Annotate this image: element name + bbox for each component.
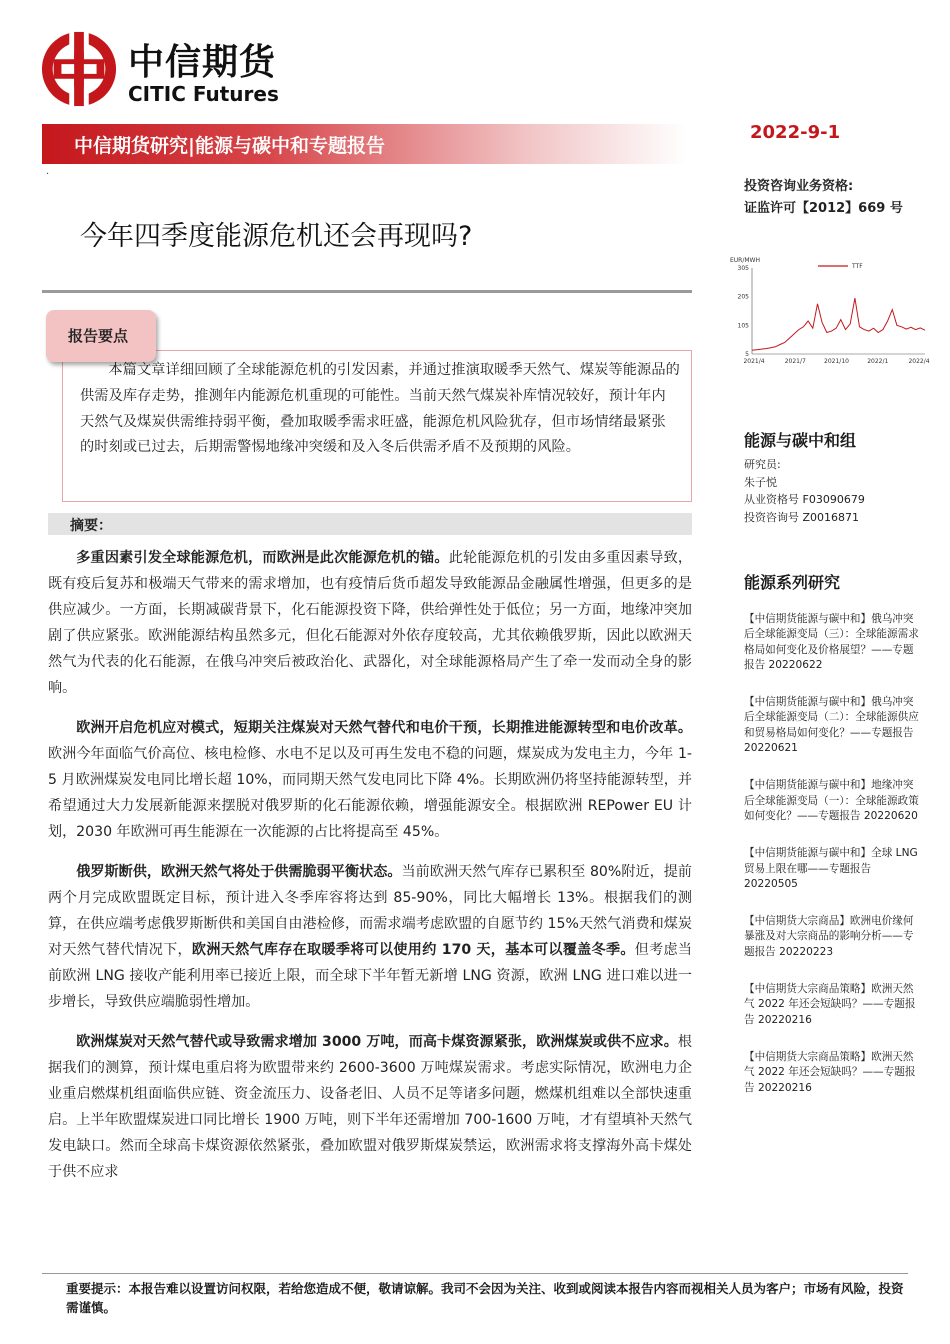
related-report-link[interactable]: 【中信期货能源与碳中和】俄乌冲突后全球能源变局（二）：全球能源供应和贸易格局如何变化？——专题报告 20220621 (744, 696, 919, 755)
company-logo (40, 30, 300, 110)
series-title: 能源系列研究 (744, 573, 841, 592)
related-report-link[interactable]: 【中信期货能源与碳中和】俄乌冲突后全球能源变局（三）：全球能源需求格局如何变化及价格展望？——专题报告 20220622 (744, 613, 919, 671)
paragraph-lead: 俄罗斯断供，欧洲天然气将处于供需脆弱平衡状态。 (76, 864, 402, 880)
paragraph-lead: 欧洲煤炭对天然气替代或导致需求增加 3000 万吨，而高卡煤资源紧张，欧洲煤炭或供不应求。 (76, 1034, 678, 1050)
related-report-link[interactable]: 【中信期货大宗商品】欧洲电价缘何暴涨及对大宗商品的影响分析——专题报告 20220223 (744, 915, 914, 958)
chart-x-tick-label: 2021/10 (824, 358, 849, 365)
small-dot: . (46, 166, 50, 177)
citic-logo-icon (40, 30, 118, 108)
license-line-1: 投资咨询业务资格: (744, 179, 854, 194)
chart-x-tick-label: 2022/4 (908, 358, 930, 365)
chart-y-tick-label: 305 (737, 265, 749, 272)
chart-x-tick-label: 2022/1 (867, 358, 889, 365)
analyst-info (744, 456, 865, 526)
related-report-link[interactable]: 【中信期货能源与碳中和】地缘冲突后全球能源变局（一）：全球能源政策如何变化？——专题报告 20220620 (744, 779, 919, 822)
chart-y-tick-label: 205 (737, 293, 749, 301)
chart-series-line-ttf (752, 298, 925, 350)
paragraph (48, 1029, 692, 1185)
banner-title: 中信期货研究|能源与碳中和专题报告 (74, 135, 385, 157)
analyst-label: 研究员: (744, 458, 781, 471)
related-reports (744, 612, 924, 1118)
summary-label: 摘要： (70, 518, 112, 534)
paragraph (48, 545, 692, 701)
ttf-price-chart (730, 256, 930, 376)
footer-divider (42, 1273, 908, 1274)
paragraph-text: 当前欧洲天然气库存已累积至 80%附近，提前两个月完成欧盟既定目标，预计进入冬季库容将达到 85-90%，同比大幅增长 13%。根据我们的测算，在供应端考虑俄罗斯断供和美国自由港检修，而需求端考虑欧盟的自愿节约 15%天然气消费和煤炭对天然气替代情况下， (48, 864, 692, 958)
paragraph-lead: 欧洲开启危机应对模式，短期关注煤炭对天然气替代和电价干预，长期推进能源转型和电价改革。 (76, 720, 692, 736)
summary-body (48, 545, 692, 1199)
paragraph-emphasis: 欧洲天然气库存在取暖季将可以使用约 170 天，基本可以覆盖冬季。 (191, 942, 635, 958)
paragraph-text: 此轮能源危机的引发由多重因素导致，既有疫后复苏和极端天气带来的需求增加，也有疫情后货币超发导致能源品金融属性增强，但更多的是供应减少。一方面，长期减碳背景下，化石能源投资下降，供给弹性处于低位；另一方面，地缘冲突加剧了供应紧张。欧洲能源结构虽然多元，但化石能源对外依存度较高，尤其依赖俄罗斯，因此以欧洲天然气为代表的化石能源，在俄乌冲突后被政治化、武器化，对全球能源格局产生了牵一发而动全身的影响。 (48, 550, 693, 696)
chart-legend-label: TTF (852, 263, 863, 270)
paragraph-text: 欧洲今年面临气价高位、核电检修、水电不足以及可再生发电不稳的问题，煤炭成为发电主力，今年 1-5 月欧洲煤炭发电同比增长超 10%，而同期天然气发电同比下降 4%。长期欧洲仍将坚持能源转型，并希望通过大力发展新能源来摆脱对俄罗斯的化石能源依赖，增强能源安全。根据欧洲 REPower EU 计划，2030 年欧洲可再生能源在一次能源的占比将提高至 45%。 (48, 746, 692, 840)
practice-cert: 从业资格号 F03090679 (744, 493, 865, 506)
disclaimer: 重要提示：本报告难以设置访问权限，若给您造成不便，敬请谅解。我司不会因为关注、收到或阅读本报告内容而视相关人员为客户；市场有风险，投资需谨慎。 (66, 1281, 904, 1315)
chart-y-tick-label: 105 (737, 322, 749, 330)
advisory-cert: 投资咨询号 Z0016871 (744, 510, 860, 524)
license-line-2: 证监许可【2012】669 号 (744, 201, 903, 216)
title-divider (42, 290, 692, 293)
chart-x-tick-label: 2021/7 (784, 358, 806, 365)
related-report-link[interactable]: 【中信期货大宗商品策略】欧洲天然气 2022 年还会短缺吗？——专题报告 20220216 (744, 1050, 916, 1094)
paragraph-text-2: 但考虑当前欧洲 LNG 接收产能利用率已接近上限，而全球下半年暂无新增 LNG 资源，欧洲 LNG 进口难以进一步增长，导致供应端脆弱性增加。 (48, 942, 693, 1010)
report-banner (42, 124, 688, 164)
chart-ylabel: EUR/MWH (730, 257, 760, 264)
logo-en-text: CITIC Futures (128, 82, 279, 106)
logo-cn-text: 中信期货 (128, 42, 277, 83)
paragraph (48, 715, 692, 845)
paragraph-lead: 多重因素引发全球能源危机，而欧洲是此次能源危机的锚。 (76, 550, 449, 566)
related-report-link[interactable]: 【中信期货大宗商品策略】欧洲天然气 2022 年还会短缺吗？——专题报告 20220216 (744, 983, 916, 1026)
key-points-tag (46, 310, 156, 362)
report-title: 今年四季度能源危机还会再现吗? (80, 221, 473, 252)
chart-y-tick-label: 5 (745, 351, 749, 358)
analyst-name: 朱子悦 (744, 475, 777, 489)
paragraph (48, 859, 692, 1015)
team-name: 能源与碳中和组 (744, 431, 857, 450)
paragraph-text: 根据我们的测算，预计煤电重启将为欧盟带来约 2600-3600 万吨煤炭需求。考虑实际情况，欧洲电力企业重启燃煤机组面临供应链、资金流压力、设备老旧、人员不足等诸多问题，燃煤机组难以全部快速重启。上半年欧盟煤炭进口同比增长 1900 万吨，则下半年还需增加 700-1600 万吨，才有望填补天然气发电缺口。然而全球高卡煤资源依然紧张，叠加欧盟对俄罗斯煤炭禁运，欧洲需求将支撑海外高卡煤处于供不应求 (48, 1034, 692, 1180)
key-points-text: 本篇文章详细回顾了全球能源危机的引发因素，并通过推演取暖季天然气、煤炭等能源品的供需及库存走势，推测年内能源危机重现的可能性。当前天然气煤炭补库情况较好，预计年内天然气及煤炭供需维持弱平衡，叠加取暖季需求旺盛，能源危机风险犹存，但市场情绪最紧张的时刻或已过去，后期需警惕地缘冲突缓和及入冬后供需矛盾不及预期的风险。 (80, 362, 680, 456)
summary-header (48, 513, 692, 535)
license-info (744, 176, 903, 220)
key-points-label: 报告要点 (68, 327, 129, 345)
report-date: 2022-9-1 (750, 122, 841, 143)
related-report-link[interactable]: 【中信期货能源与碳中和】全球 LNG 贸易上限在哪——专题报告 20220505 (744, 847, 918, 890)
chart-x-tick-label: 2021/4 (743, 358, 765, 365)
